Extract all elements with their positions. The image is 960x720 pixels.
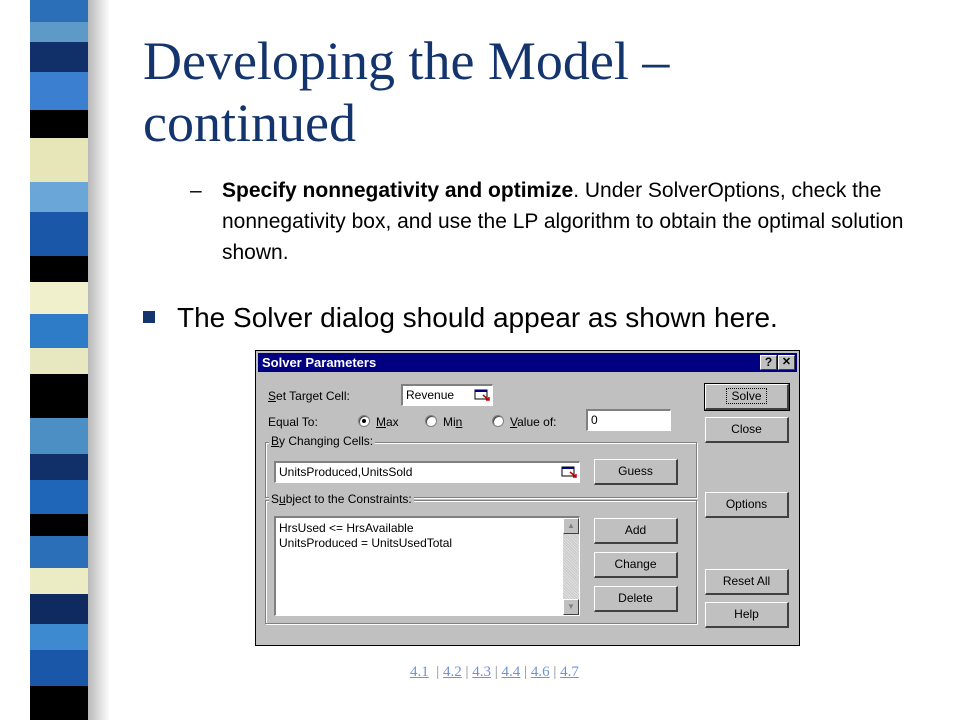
- nav-link-4-4[interactable]: 4.4: [501, 664, 521, 680]
- constraints-scrollbar[interactable]: [563, 518, 579, 615]
- sub-bullet-rest: . Under SolverOptions, check the nonnegativity box, and use the LP algorithm to obtain the optimal solution shown.: [222, 179, 904, 264]
- target-cell-label: Set Target Cell:: [268, 389, 350, 403]
- radio-max-label: Max: [376, 415, 399, 429]
- scroll-up-icon[interactable]: ▲: [563, 518, 579, 534]
- delete-button[interactable]: Delete: [594, 586, 678, 612]
- nav-separator: |: [494, 664, 498, 680]
- radio-min-label: Min: [443, 415, 463, 429]
- constraint-item[interactable]: UnitsProduced = UnitsUsedTotal: [279, 536, 453, 550]
- nav-link-4-7[interactable]: 4.7: [560, 664, 579, 680]
- radio-value-of-label: Value of:: [510, 415, 557, 429]
- title-line-2: continued: [143, 93, 356, 153]
- dialog-title: Solver Parameters: [262, 355, 377, 370]
- target-cell-value: Revenue: [406, 388, 455, 402]
- changing-cells-value: UnitsProduced,UnitsSold: [279, 465, 413, 479]
- stripe-shadow: [88, 0, 110, 720]
- nav-link-4-1[interactable]: 4.1: [410, 664, 429, 680]
- nav-link-4-3[interactable]: 4.3: [472, 664, 492, 680]
- constraints-label: Subject to the Constraints:: [271, 492, 412, 506]
- radio-max-dot: [362, 419, 366, 423]
- constraint-item[interactable]: HrsUsed <= HrsAvailable: [279, 521, 414, 535]
- radio-min[interactable]: [425, 415, 437, 427]
- nav-separator: |: [553, 664, 557, 680]
- close-button[interactable]: Close: [705, 417, 789, 443]
- bullet-square-icon: [143, 311, 155, 323]
- nav-separator: |: [465, 664, 469, 680]
- main-bullet-text: The Solver dialog should appear as shown here.: [177, 302, 778, 333]
- add-button[interactable]: Add: [594, 518, 678, 544]
- scroll-down-icon[interactable]: ▼: [563, 599, 579, 615]
- main-bullet: [143, 300, 778, 336]
- sub-bullet-bold: Specify nonnegativity and optimize: [222, 179, 574, 202]
- solve-button[interactable]: [705, 384, 789, 410]
- title-line-1: Developing the Model –: [143, 31, 670, 91]
- solve-button-label: Solve: [726, 388, 766, 404]
- collapse-dialog-icon[interactable]: [561, 465, 577, 479]
- nav-separator: |: [436, 664, 440, 680]
- changing-cells-label: By Changing Cells:: [271, 434, 374, 448]
- sub-bullet-text: [222, 175, 942, 268]
- slide-title: [143, 30, 903, 154]
- equal-to-label: Equal To:: [268, 415, 318, 429]
- radio-max[interactable]: [358, 415, 370, 427]
- decorative-stripe: [30, 0, 88, 720]
- radio-value-of[interactable]: [492, 415, 504, 427]
- nav-separator: |: [524, 664, 528, 680]
- value-of-input[interactable]: [586, 409, 671, 431]
- constraints-listbox[interactable]: [274, 516, 580, 616]
- change-button[interactable]: Change: [594, 552, 678, 578]
- collapse-dialog-icon[interactable]: [474, 388, 490, 402]
- sub-bullet-dash: –: [190, 179, 202, 202]
- reset-all-button[interactable]: Reset All: [705, 569, 789, 595]
- help-icon[interactable]: ?: [760, 355, 777, 370]
- options-button[interactable]: Options: [705, 492, 789, 518]
- changing-cells-input[interactable]: [274, 461, 580, 483]
- dialog-titlebar[interactable]: [258, 353, 797, 372]
- value-of-value: 0: [591, 413, 598, 427]
- target-cell-input[interactable]: [401, 384, 493, 406]
- nav-link-4-6[interactable]: 4.6: [530, 664, 550, 680]
- close-icon[interactable]: ✕: [778, 355, 795, 370]
- solver-dialog: [255, 350, 800, 646]
- guess-button[interactable]: Guess: [594, 459, 678, 485]
- nav-link-4-2[interactable]: 4.2: [443, 664, 462, 680]
- slide-nav: [410, 664, 579, 681]
- help-button[interactable]: Help: [705, 602, 789, 628]
